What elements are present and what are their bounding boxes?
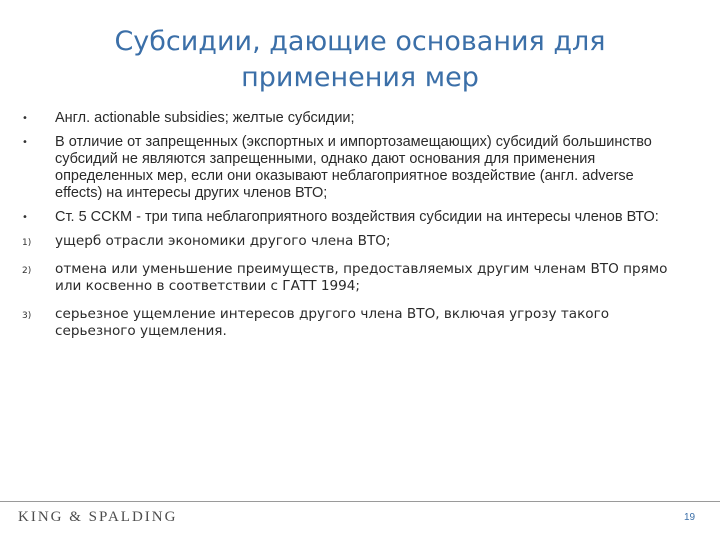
company-logo: KING & SPALDING — [18, 509, 178, 525]
numbered-item — [22, 233, 672, 250]
numbered-text: ущерб отрасли экономики другого члена ВТО; — [55, 233, 391, 249]
footer-divider — [0, 501, 720, 502]
bullet-item — [22, 134, 672, 202]
numbered-text: серьезное ущемление интересов другого члена ВТО, включая угрозу такого серьезного ущемления. — [55, 306, 610, 339]
page-number: 19 — [684, 512, 696, 523]
bullet-icon: • — [22, 113, 28, 124]
slide-body — [22, 110, 672, 351]
bullet-icon: • — [22, 137, 28, 148]
numbered-item — [22, 261, 672, 295]
number-marker: 1) — [22, 238, 32, 248]
number-marker: 3) — [22, 311, 32, 321]
bullet-text: В отличие от запрещенных (экспортных и импортозамещающих) субсидий большинство субсидий не являются запрещенными, однако дают основания для применения определенных мер, если они оказывают неблагоприятное воздействие (англ. adverse effects) на интересы других членов ВТО; — [55, 134, 652, 201]
bullet-icon: • — [22, 212, 28, 223]
number-marker: 2) — [22, 266, 32, 276]
bullet-item — [22, 110, 672, 127]
numbered-item — [22, 306, 672, 340]
bullet-item — [22, 209, 672, 226]
numbered-text: отмена или уменьшение преимуществ, предоставляемых другим членам ВТО прямо или косвенно в соответствии с ГАТТ 1994; — [55, 261, 668, 294]
slide-title: Субсидии, дающие основания для применения мер — [114, 26, 606, 93]
bullet-text: Англ. actionable subsidies; желтые субсидии; — [55, 110, 355, 126]
bullet-text: Ст. 5 ССКМ - три типа неблагоприятного воздействия субсидии на интересы членов ВТО: — [55, 209, 659, 225]
